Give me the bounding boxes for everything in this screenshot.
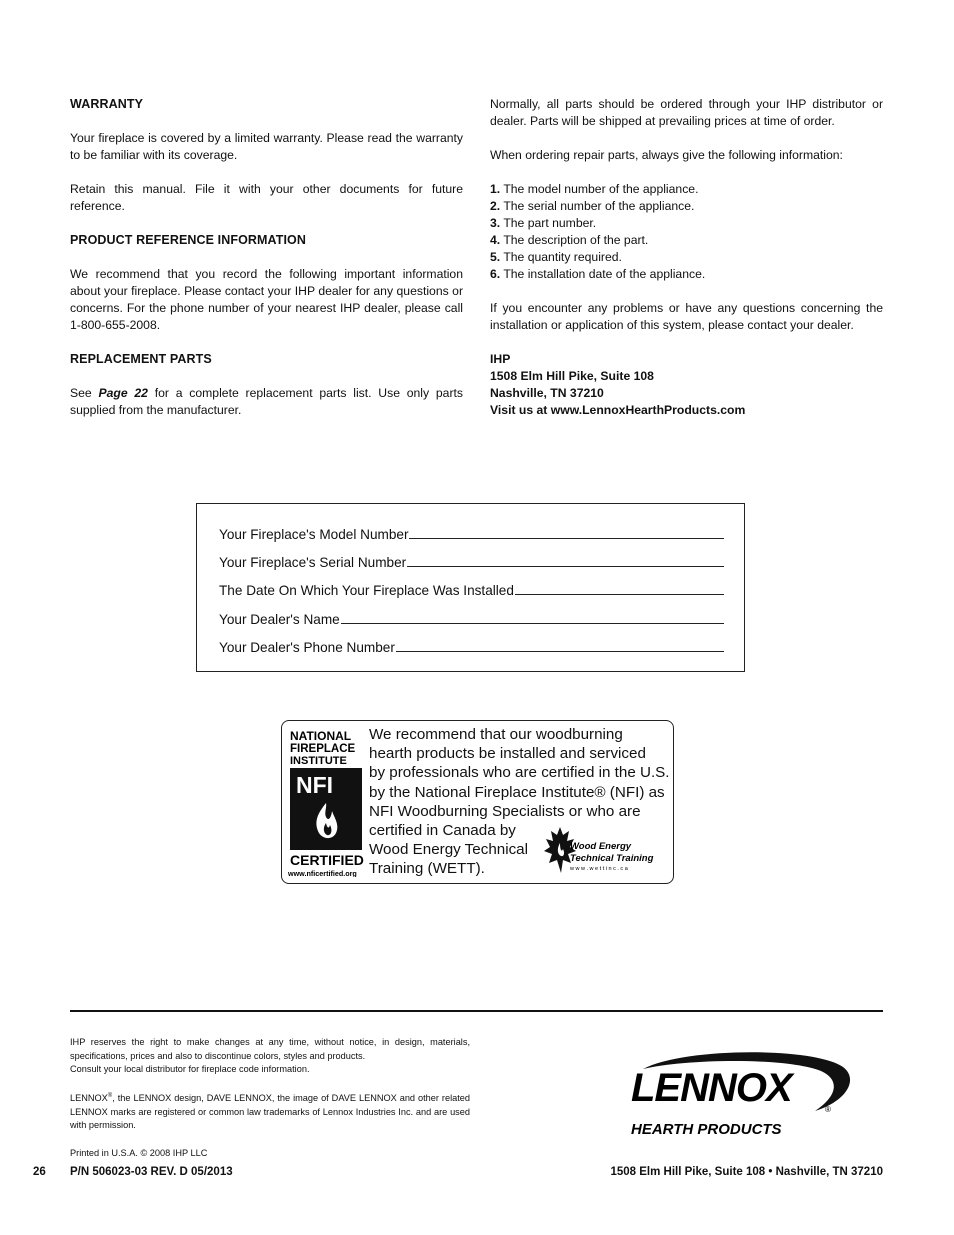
nfi-line: by professionals who are certified in the U.S.	[369, 764, 670, 782]
warranty-heading: WARRANTY	[70, 97, 144, 111]
blank-line[interactable]	[407, 566, 724, 567]
nfi-line: certified in Canada by	[369, 822, 516, 840]
page-number: 26	[33, 1166, 46, 1178]
lennox-hearth-products-logo	[625, 1045, 855, 1140]
form-label: Your Dealer's Phone Number	[219, 640, 395, 655]
blank-line[interactable]	[409, 538, 724, 539]
svg-text:w w w . w e t t i n c . c a: w w w . w e t t i n c . c a	[570, 866, 628, 872]
nfi-line: NFI Woodburning Specialists or who are	[369, 802, 641, 820]
disclaimer-code-note: Consult your local distributor for fireplace code information.	[70, 1064, 310, 1074]
list-item: 5. The quantity required.	[490, 250, 622, 264]
svg-text:FIREPLACE: FIREPLACE	[290, 743, 356, 755]
nfi-recommendation-box	[281, 720, 674, 884]
dealer-name-row[interactable]	[219, 605, 724, 627]
list-item: 3. The part number.	[490, 216, 597, 230]
footer-left	[33, 1166, 233, 1178]
product-reference-heading: PRODUCT REFERENCE INFORMATION	[70, 233, 306, 247]
nfi-line: Training (WETT).	[369, 860, 485, 878]
svg-text:Technical Training: Technical Training	[570, 853, 654, 864]
right-column	[490, 96, 883, 419]
address-company: IHP	[490, 352, 511, 366]
blank-line[interactable]	[396, 651, 724, 652]
form-label: The Date On Which Your Fireplace Was Installed	[219, 583, 514, 598]
ihp-address	[490, 351, 883, 419]
nfi-line: by the National Fireplace Institute® (NFI) as	[369, 783, 665, 801]
svg-text:HEARTH PRODUCTS: HEARTH PRODUCTS	[631, 1121, 782, 1138]
replacement-post: for a complete replacement parts list. Use only parts supplied from the manufacturer.	[70, 386, 463, 417]
list-item: 4. The description of the part.	[490, 233, 649, 247]
nfi-certified-logo	[288, 727, 364, 877]
repair-parts-intro: When ordering repair parts, always give the following information:	[490, 148, 843, 162]
nfi-line: Wood Energy Technical	[369, 841, 528, 859]
list-item: 2. The serial number of the appliance.	[490, 199, 695, 213]
wett-logo	[544, 821, 664, 881]
form-label: Your Fireplace's Serial Number	[219, 555, 407, 570]
footer-address: 1508 Elm Hill Pike, Suite 108 • Nashville, TN 37210	[610, 1166, 883, 1178]
printed-in-usa: Printed in U.S.A. © 2008 IHP LLC	[70, 1148, 208, 1158]
replacement-parts-paragraph	[70, 385, 463, 419]
nfi-line: We recommend that our woodburning	[369, 726, 623, 743]
trademark-paragraph: LENNOX®, the LENNOX design, DAVE LENNOX, the image of DAVE LENNOX and other related LENNOX marks are registered or common law trademarks of Lennox Industries Inc. and are used with permission.	[70, 1093, 470, 1131]
trademark-notice	[70, 1090, 470, 1133]
reference-form	[196, 503, 745, 672]
contact-dealer-paragraph: If you encounter any problems or have any questions concerning the installation or application of this system, please contact your dealer.	[490, 301, 883, 332]
svg-text:CERTIFIED: CERTIFIED	[290, 852, 364, 868]
svg-text:NATIONAL: NATIONAL	[290, 729, 352, 743]
svg-text:INSTITUTE: INSTITUTE	[290, 755, 347, 767]
address-street: 1508 Elm Hill Pike, Suite 108	[490, 369, 654, 383]
model-number-row[interactable]	[219, 520, 724, 542]
list-item: 6. The installation date of the appliance.	[490, 267, 706, 281]
blank-line[interactable]	[515, 594, 724, 595]
warranty-paragraph-2: Retain this manual. File it with your other documents for future reference.	[70, 182, 463, 213]
svg-text:NFI: NFI	[296, 772, 334, 798]
printed-notice	[70, 1147, 470, 1161]
part-number: P/N 506023-03 REV. D 05/2013	[70, 1166, 233, 1178]
svg-text:®: ®	[825, 1105, 831, 1114]
repair-info-list	[490, 181, 883, 283]
svg-text:Wood Energy: Wood Energy	[570, 841, 632, 852]
disclaimer-paragraph: IHP reserves the right to make changes at any time, without notice, in design, materials, specifications, prices and also to discontinue colors, styles and products.	[70, 1037, 470, 1061]
product-reference-paragraph: We recommend that you record the following important information about your fireplace. Please contact your IHP dealer for any questions or concerns. For the phone number of your nearest IHP dealer, please call 1-800-655-2008.	[70, 267, 463, 332]
replacement-parts-heading: REPLACEMENT PARTS	[70, 352, 212, 366]
svg-text:LENNOX: LENNOX	[631, 1066, 792, 1110]
form-label: Your Dealer's Name	[219, 612, 340, 627]
address-city: Nashville, TN 37210	[490, 386, 604, 400]
serial-number-row[interactable]	[219, 548, 724, 570]
list-item: 1. The model number of the appliance.	[490, 182, 699, 196]
address-website[interactable]: Visit us at www.LennoxHearthProducts.com	[490, 403, 746, 417]
page-22-link[interactable]: Page 22	[98, 386, 148, 400]
footer-divider	[70, 1010, 883, 1012]
blank-line[interactable]	[341, 623, 724, 624]
svg-text:www.nficertified.org: www.nficertified.org	[288, 869, 357, 877]
dealer-phone-row[interactable]	[219, 633, 724, 655]
disclaimer	[70, 1036, 470, 1077]
form-label: Your Fireplace's Model Number	[219, 527, 409, 542]
install-date-row[interactable]	[219, 576, 724, 598]
warranty-paragraph-1: Your fireplace is covered by a limited warranty. Please read the warranty to be familiar with its coverage.	[70, 131, 463, 162]
ordering-paragraph: Normally, all parts should be ordered through your IHP distributor or dealer. Parts will be shipped at prevailing prices at time of order.	[490, 97, 883, 128]
nfi-line: hearth products be installed and serviced	[369, 745, 646, 763]
replacement-pre: See	[70, 386, 99, 400]
left-column	[70, 96, 463, 419]
